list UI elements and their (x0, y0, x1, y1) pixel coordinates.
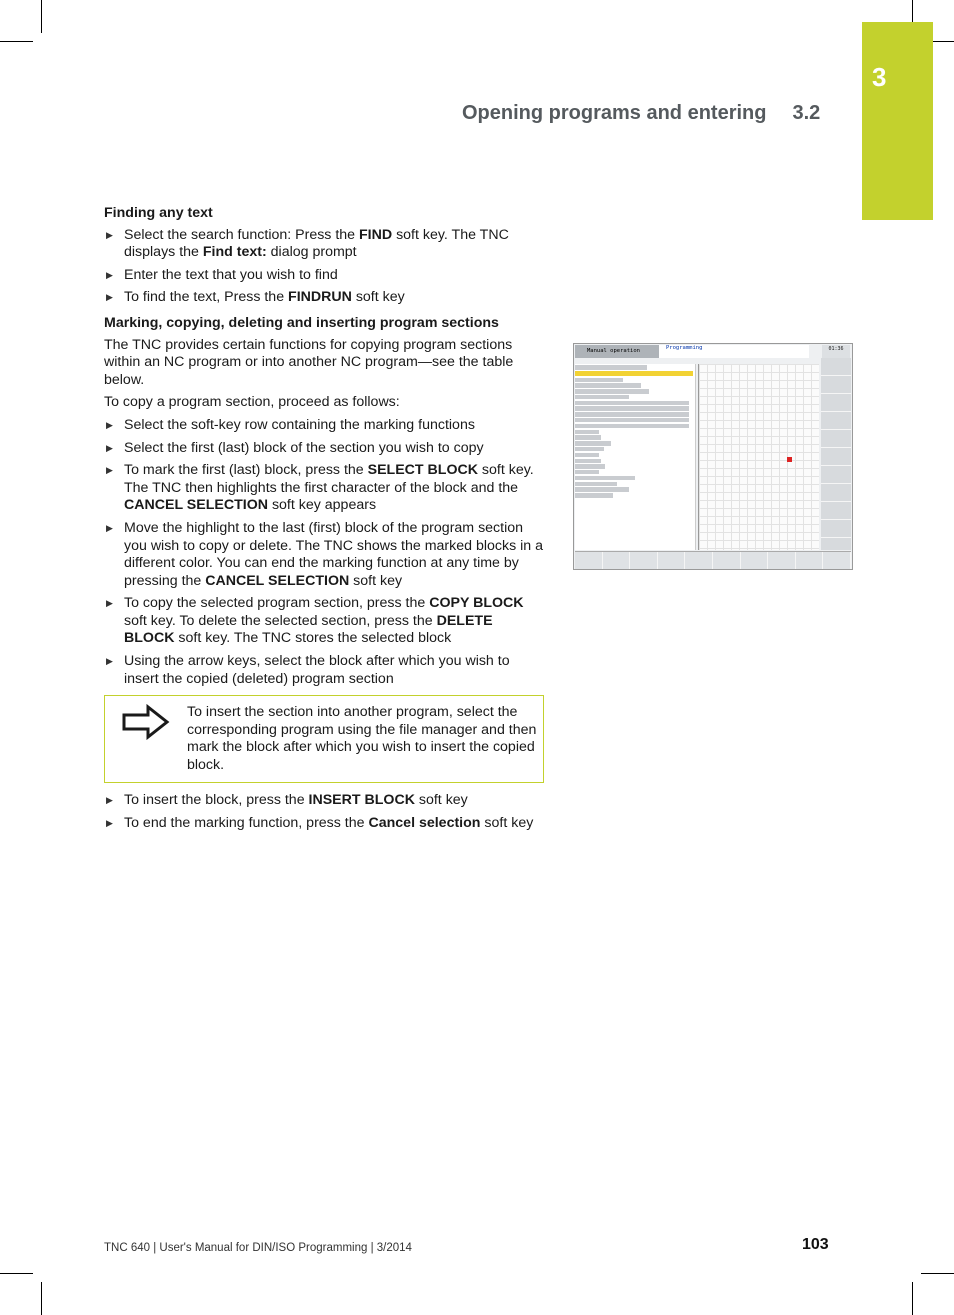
code-line (575, 476, 635, 480)
list-item: ▶ Select the soft-key row containing the marking functions (104, 417, 546, 435)
tool-marker (787, 457, 792, 462)
softkey-slot (821, 502, 851, 520)
code-line (575, 441, 611, 445)
softkey-slot (821, 466, 851, 484)
crop-mark (0, 1273, 33, 1274)
crop-mark (0, 41, 33, 42)
crop-mark (41, 1282, 42, 1315)
list-item: ▶ Move the highlight to the last (first) block of the program section you wish to copy or delete. The TNC shows the marked blocks in a different color. You can end the marking function at any time by pressing the CANCEL SELECTION soft key (104, 520, 546, 590)
note-text: To insert the section into another program, select the corresponding program using the file manager and then mark the block after which you wish to insert the copied block. (187, 704, 537, 774)
code-line (575, 365, 647, 369)
list-item: ▶ Using the arrow keys, select the block after which you wish to insert the copied (deleted) program section (104, 653, 546, 688)
graphics-window (698, 364, 819, 550)
code-line (575, 418, 689, 422)
code-line (575, 487, 629, 491)
tnc-screenshot (573, 343, 853, 570)
list-item: ▶ To find the text, Press the FINDRUN soft key (104, 289, 546, 307)
code-line (575, 406, 689, 410)
softkey-slot (575, 552, 603, 569)
softkey-slot (821, 430, 851, 448)
code-line (575, 412, 689, 416)
paragraph-intro: The TNC provides certain functions for copying program sections within an NC program or into another NC program—see the table below. (104, 336, 514, 388)
softkey-slot (603, 552, 631, 569)
mode-bar-right: Programming (659, 345, 809, 358)
vertical-softkeys (821, 358, 851, 550)
softkey-slot (741, 552, 769, 569)
softkey-slot (823, 552, 851, 569)
softkey-row (575, 551, 851, 569)
code-line (575, 447, 604, 451)
code-line (575, 378, 623, 382)
list-item: ▶ To end the marking function, press the Cancel selection soft key (104, 815, 546, 833)
crop-mark (921, 1273, 954, 1274)
program-listing (575, 364, 696, 550)
crop-mark (912, 1282, 913, 1315)
softkey-slot (821, 412, 851, 430)
footer-text: TNC 640 | User's Manual for DIN/ISO Programming | 3/2014 (104, 1242, 412, 1254)
softkey-slot (821, 358, 851, 376)
softkey-slot (796, 552, 824, 569)
mode-bar-left: Manual operation (575, 345, 659, 358)
heading-marking: Marking, copying, deleting and inserting program sections (104, 314, 499, 331)
code-line (575, 453, 599, 457)
softkey-slot (713, 552, 741, 569)
softkey-slot (821, 448, 851, 466)
softkey-slot (821, 394, 851, 412)
softkey-slot (630, 552, 658, 569)
paragraph-lead: To copy a program section, proceed as follows: (104, 394, 400, 411)
list-item: ▶ To copy the selected program section, press the COPY BLOCK soft key. To delete the selected section, press the DELETE BLOCK soft key. The TNC stores the selected block (104, 595, 546, 648)
code-line (575, 464, 605, 468)
softkey-slot (821, 376, 851, 394)
main-content (104, 205, 546, 837)
chapter-number: 3 (872, 62, 887, 92)
page-number: 103 (802, 1236, 829, 1253)
code-line (575, 401, 689, 405)
code-line (575, 383, 641, 387)
code-line (575, 470, 599, 474)
list-item: ▶ Select the first (last) block of the section you wish to copy (104, 440, 546, 458)
code-line (575, 482, 617, 486)
list-item: ▶ To insert the block, press the INSERT BLOCK soft key (104, 792, 546, 810)
softkey-slot (658, 552, 686, 569)
heading-finding: Finding any text (104, 205, 213, 221)
code-line (575, 389, 649, 393)
list-item: ▶ To mark the first (last) block, press the SELECT BLOCK soft key. The TNC then highlights the first character of the block and the CANCEL SELECTION soft key appears (104, 462, 546, 515)
code-line (575, 430, 599, 434)
code-line-highlight (575, 371, 693, 376)
crop-mark (41, 0, 42, 33)
note-box (104, 695, 544, 783)
code-line (575, 395, 629, 399)
code-line (575, 435, 601, 439)
chapter-tab (862, 22, 933, 220)
list-item: ▶ Select the search function: Press the FIND soft key. The TNC displays the Find text: dialog prompt (104, 227, 546, 262)
code-line (575, 459, 601, 463)
header-title: Opening programs and entering (462, 102, 767, 124)
softkey-slot (685, 552, 713, 569)
clock-display: 01:36 (822, 345, 850, 358)
arrow-right-icon (121, 704, 171, 740)
running-header (462, 102, 820, 125)
softkey-slot (821, 484, 851, 502)
list-item: ▶ Enter the text that you wish to find (104, 267, 546, 285)
softkey-slot (821, 520, 851, 538)
header-section: 3.2 (792, 102, 821, 124)
softkey-slot (768, 552, 796, 569)
code-line (575, 424, 689, 428)
code-line (575, 493, 613, 497)
